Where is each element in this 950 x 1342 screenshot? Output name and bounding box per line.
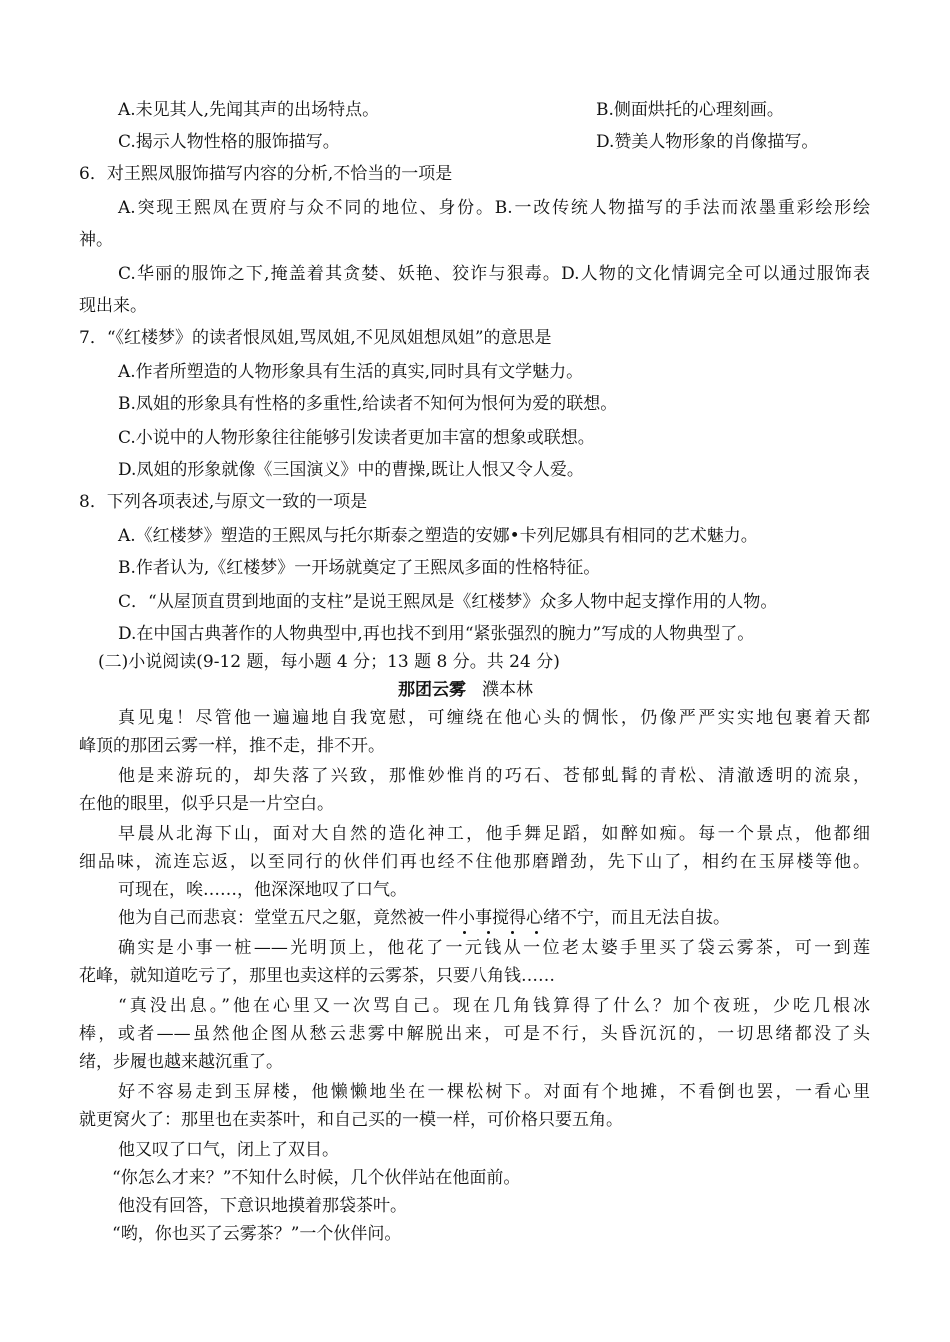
emphasis-dots [456, 931, 556, 935]
story-p10: “你怎么才来？”不知什么时候，几个伙伴站在他面前。 [112, 1168, 521, 1188]
q6-stem: 6．对王熙凤服饰描写内容的分析,不恰当的一项是 [79, 164, 453, 184]
q7-option-c: C.小说中的人物形象往往能够引发读者更加丰富的想象或联想。 [118, 428, 595, 448]
q8-option-a: A.《红楼梦》塑造的王熙凤与托尔斯泰之塑造的安娜•卡列尼娜具有相同的艺术魅力。 [118, 526, 758, 546]
story-author: 濮本林 [482, 680, 533, 700]
story-p6-line1: 确实是小事一桩——光明顶上，他花了一元钱从一位老太婆手里买了袋云雾茶，可一到莲 [118, 938, 870, 958]
story-p1-line1: 真见鬼！尽管他一遍遍地自我宽慰，可缠绕在他心头的惆怅，仍像严严实实地包裹着天都 [118, 708, 870, 728]
emphasis-dot [511, 931, 514, 934]
story-p3-line2: 细品味，流连忘返，以至同行的伙伴们再也经不住他那磨蹭劲，先下山了，相约在玉屏楼等他。 [79, 852, 870, 872]
story-p8-line1: 好不容易走到玉屏楼，他懒懒地坐在一棵松树下。对面有个地摊，不看倒也罢，一看心里 [118, 1082, 870, 1102]
q8-option-b: B.作者认为,《红楼梦》一开场就奠定了王熙凤多面的性格特征。 [118, 558, 601, 578]
q5-option-a: A.未见其人,先闻其声的出场特点。 [118, 100, 380, 120]
q8-option-c: C．“从屋顶直贯到地面的支柱”是说王熙凤是《红楼梦》众多人物中起支撑作用的人物。 [118, 592, 778, 612]
emphasis-dot [487, 931, 490, 934]
story-p9: 他又叹了口气，闭上了双目。 [118, 1140, 339, 1160]
story-p7-line1: “真没出息。”他在心里又一次骂自己。现在几角钱算得了什么？加个夜班，少吃几根冰 [118, 996, 870, 1016]
q6-options-line3: C.华丽的服饰之下,掩盖着其贪婪、妖艳、狡诈与狠毒。D.人物的文化情调完全可以通过服饰表 [118, 264, 870, 284]
story-p6-line2: 花峰，就知道吃亏了，那里也卖这样的云雾茶，只要八角钱…… [79, 966, 555, 986]
q5-option-d: D.赞美人物形象的肖像描写。 [596, 132, 819, 152]
story-p2-line2: 在他的眼里，似乎只是一片空白。 [79, 794, 334, 814]
story-title: 那团云雾 [398, 680, 466, 700]
q6-options-line4: 现出来。 [79, 296, 147, 316]
section-heading: (二)小说阅读(9-12 题，每小题 4 分；13 题 8 分。共 24 分) [98, 652, 560, 672]
emphasis-dot [463, 931, 466, 934]
story-p7-line2: 棒，或者——虽然他企图从愁云悲雾中解脱出来，可是不行，头昏沉沉的，一切思绪都没了头 [79, 1024, 870, 1044]
story-p1-line2: 峰顶的那团云雾一样，推不走，排不开。 [79, 736, 385, 756]
q7-option-d: D.凤姐的形象就像《三国演义》中的曹操,既让人恨又令人爱。 [118, 460, 584, 480]
emphasis-dot [535, 931, 538, 934]
q7-stem: 7．“《红楼梦》的读者恨凤姐,骂凤姐,不见凤姐想凤姐”的意思是 [79, 328, 552, 348]
story-p4: 可现在，唉……，他深深地叹了口气。 [118, 880, 407, 900]
q6-options-line1: A.突现王熙凤在贾府与众不同的地位、身份。B.一改传统人物描写的手法而浓墨重彩绘形绘 [118, 198, 870, 218]
q5-option-b: B.侧面烘托的心理刻画。 [596, 100, 784, 120]
story-p11: 他没有回答，下意识地摸着那袋茶叶。 [118, 1196, 407, 1216]
q8-option-d: D.在中国古典著作的人物典型中,再也找不到用“紧张强烈的腕力”写成的人物典型了。 [118, 624, 755, 644]
story-p3-line1: 早晨从北海下山，面对大自然的造化神工，他手舞足蹈，如醉如痴。每一个景点，他都细 [118, 824, 870, 844]
q5-option-c: C.揭示人物性格的服饰描写。 [118, 132, 340, 152]
story-p2-line1: 他是来游玩的，却失落了兴致，那惟妙惟肖的巧石、苍郁虬髯的青松、清澈透明的流泉， [118, 766, 870, 786]
story-p7-line3: 绪，步履也越来越沉重了。 [79, 1052, 283, 1072]
q6-options-line2: 神。 [79, 230, 113, 250]
q8-stem: 8．下列各项表述,与原文一致的一项是 [79, 492, 368, 512]
q7-option-a: A.作者所塑造的人物形象具有生活的真实,同时具有文学魅力。 [118, 362, 584, 382]
q7-option-b: B.凤姐的形象具有性格的多重性,给读者不知何为恨何为爱的联想。 [118, 394, 618, 414]
story-p12: “哟，你也买了云雾茶？”一个伙伴问。 [112, 1224, 402, 1244]
story-p8-line2: 就更窝火了：那里也在卖茶叶，和自己买的一模一样，可价格只要五角。 [79, 1110, 623, 1130]
story-p5: 他为自己而悲哀：堂堂五尺之躯，竟然被一件小事搅得心绪不宁，而且无法自拔。 [118, 908, 730, 928]
